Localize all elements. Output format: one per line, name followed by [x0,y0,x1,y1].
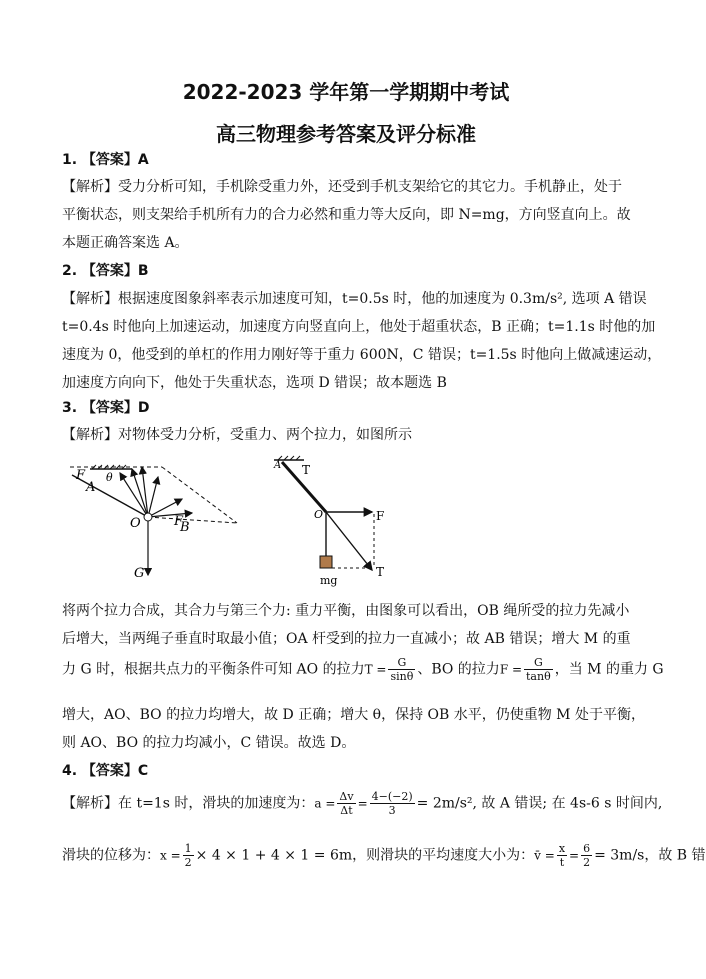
fraction-numerator: G [524,656,553,670]
label-t1: T [302,463,311,477]
fraction-denominator: 3 [388,804,396,817]
fraction-denominator: sinθ [390,670,414,683]
label-t2: T [376,565,385,579]
label-o: O [130,516,141,531]
text-segment: 、BO 的拉力 [417,661,500,678]
q2-analysis-line: t=0.4s 时他向上加速运动，加速度方向竖直向上，他处于超重状态，B 正确；t=1.1s 时他的加 [62,319,656,335]
fraction [557,842,567,869]
q1-analysis-line: 平衡状态，则支架给手机所有力的合力必然和重力等大反向，即 N=mg，方向竖直向上。故 [62,207,631,223]
text-segment: 【解析】在 t=1s 时，滑块的加速度为： [62,795,315,812]
fraction-denominator: 2 [184,856,192,869]
label-b: B [180,520,190,535]
text-segment: ，当 M 的重力 G [554,661,664,678]
q3-text-line: 增大，AO、BO 的拉力均增大，故 D 正确；增大 θ，保持 OB 水平，仍使重物 M 处于平衡， [62,707,645,723]
fraction [524,656,553,683]
mass-block [320,556,332,568]
label-a: A [274,460,282,471]
text-segment: = 2m/s², 故 A 错误; 在 4s-6 s 时间内, [416,795,663,812]
exam-title: 2022-2023 学年第一学期期中考试 [182,80,510,104]
q1-analysis-line: 本题正确答案选 A。 [62,235,189,251]
fraction-numerator: 1 [184,842,192,855]
label-fb: F [174,514,184,529]
fraction-numerator: x [558,842,566,855]
dashed-line [148,517,237,523]
force-diagram-left [62,455,242,585]
point-o [144,513,152,521]
fraction-numerator: G [388,656,415,670]
label-mg: mg [320,574,338,587]
q4-analysis-line [62,790,662,817]
label-a: A [86,480,96,495]
fraction [183,842,194,869]
q1-analysis-line: 【解析】受力分析可知，手机除受重力外，还受到手机支架给它的其它力。手机静止，处于 [62,179,622,195]
label-o: O [314,508,324,521]
q3-text-line [62,656,664,683]
label-theta: θ [106,471,113,484]
q1-answer: 1. 【答案】A [62,152,149,168]
fraction [388,656,415,683]
fraction [370,790,415,817]
fraction-numerator: 4−(−2) [371,790,413,803]
exam-subtitle: 高三物理参考答案及评分标准 [216,122,476,146]
fraction [581,842,592,869]
q2-analysis-line: 速度为 0，他受到的单杠的作用力刚好等于重力 600N，C 错误；t=1.5s 时他向上做减速运动， [62,347,662,363]
q3-text-line: 将两个拉力合成，其合力与第三个力: 重力平衡，由图象可以看出，OB 绳所受的拉力先减小 [62,603,630,619]
q3-text-line: 则 AO、BO 的拉力均减小，C 错误。故选 D。 [62,735,356,751]
equals-sign: = [569,848,580,863]
fraction-denominator: Δt [340,804,353,817]
text-segment: 力 G 时，根据共点力的平衡条件可知 AO 的拉力 [62,661,365,678]
fraction-denominator: 2 [583,856,591,869]
fraction-numerator: 6 [583,842,591,855]
q3-text-line: 后增大，当两绳子垂直时取最小值；OA 杆受到的拉力一直减小；故 AB 错误；增大 M 的重 [62,631,631,647]
q2-analysis-line: 加速度方向向下，他处于失重状态，选项 D 错误；故本题选 B [62,375,447,391]
fraction-denominator: tanθ [526,670,551,683]
q2-analysis-line: 【解析】根据速度图象斜率表示加速度可知，t=0.5s 时，他的加速度为 0.3m/s², 选项 A 错误 [62,291,647,307]
fraction-denominator: t [559,856,565,869]
q4-answer: 4. 【答案】C [62,763,149,779]
label-g: G [134,566,145,581]
label-f: F [376,509,385,523]
arrow-t [326,512,372,570]
fraction-numerator: Δv [339,790,354,803]
label-f: F [76,468,86,483]
q3-answer: 3. 【答案】D [62,400,150,416]
q2-answer: 2. 【答案】B [62,263,149,279]
symbol-a: a = [314,796,336,811]
text-segment: 滑块的位移为： [62,847,160,864]
fraction [337,790,355,817]
symbol-t: T = [364,662,387,677]
symbol-f: F = [499,662,523,677]
text-segment: × 4 × 1 + 4 × 1 = 6m，则滑块的平均速度大小为： [195,847,535,864]
equals-sign: = [357,796,368,811]
symbol-v: v̄ = [534,848,555,863]
symbol-x: x = [160,848,181,863]
force-diagram-right [268,452,398,590]
text-segment: = 3m/s，故 B 错 [594,847,706,864]
q4-analysis-line [62,842,706,869]
q3-analysis-intro: 【解析】对物体受力分析，受重力、两个拉力，如图所示 [62,427,412,443]
